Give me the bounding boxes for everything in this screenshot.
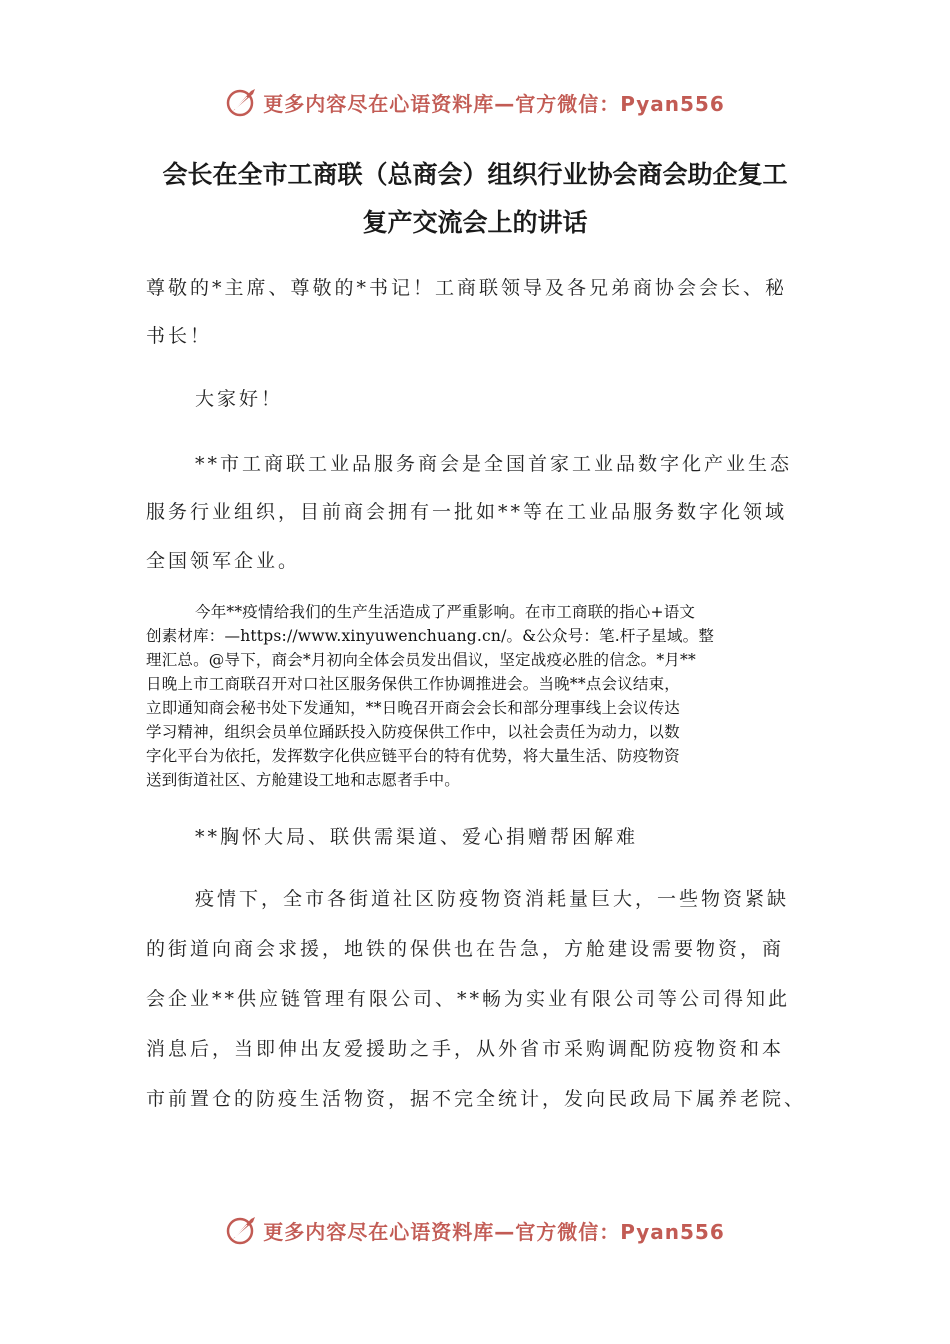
para3-line-1: 疫情下，全市各街道社区防疫物资消耗量巨大，一些物资紧缺 xyxy=(195,888,790,910)
para3-line-5: 市前置仓的防疫生活物资，据不完全统计，发向民政局下属养老院、 xyxy=(146,1088,807,1110)
para1-line-1: **市工商联工业品服务商会是全国首家工业品数字化产业生态 xyxy=(195,453,793,475)
para1-line-3: 全国领军企业。 xyxy=(146,550,301,572)
para2-line-7: 字化平台为依托，发挥数字化供应链平台的特有优势，将大量生活、防疫物资 xyxy=(146,747,680,765)
document-title-line-2: 复产交流会上的讲话 xyxy=(362,208,588,237)
document-title-line-1: 会长在全市工商联（总商会）组织行业协会商会助企复工 xyxy=(162,160,788,189)
greeting-line-2: 书长！ xyxy=(146,325,213,347)
section-heading: **胸怀大局、联供需渠道、爱心捐赠帮困解难 xyxy=(195,826,639,848)
para1-line-2: 服务行业组织，目前商会拥有一批如**等在工业品服务数字化领域 xyxy=(146,501,788,523)
para2-line-8: 送到街道社区、方舱建设工地和志愿者手中。 xyxy=(146,771,461,789)
para2-line-1: 今年**疫情给我们的生产生活造成了严重影响。在市工商联的指心+语文 xyxy=(195,603,696,621)
header-banner xyxy=(0,80,950,124)
banner-text: 更多内容尽在心语资料库—官方微信：Pyan556 xyxy=(263,91,725,116)
para3-line-3: 会企业**供应链管理有限公司、**畅为实业有限公司等公司得知此 xyxy=(146,988,791,1010)
para2-line-4: 日晚上市工商联召开对口社区服务保供工作协调推进会。当晚**点会议结束， xyxy=(146,675,681,693)
hello-line: 大家好！ xyxy=(195,388,284,410)
para2-line-6: 学习精神，组织会员单位踊跃投入防疫保供工作中，以社会责任为动力，以数 xyxy=(146,723,680,741)
quill-logo-icon xyxy=(225,1213,259,1247)
para2-line-3: 理汇总。@导下，商会*月初向全体会员发出倡议，坚定战疫必胜的信念。*月** xyxy=(146,651,696,669)
quill-logo-icon xyxy=(225,85,259,119)
greeting-line-1: 尊敬的*主席、尊敬的*书记！工商联领导及各兄弟商协会会长、秘 xyxy=(146,277,788,299)
para3-line-2: 的街道向商会求援，地铁的保供也在告急，方舱建设需要物资，商 xyxy=(146,938,785,960)
para3-line-4: 消息后，当即伸出友爱援助之手，从外省市采购调配防疫物资和本 xyxy=(146,1038,785,1060)
banner-text: 更多内容尽在心语资料库—官方微信：Pyan556 xyxy=(263,1219,725,1244)
para2-line-2: 创素材库：—https://www.xinyuwenchuang.cn/。&公众号：笔.杆子星域。整 xyxy=(146,627,715,645)
para2-line-5: 立即通知商会秘书处下发通知，**日晚召开商会会长和部分理事线上会议传达 xyxy=(146,699,681,717)
footer-banner xyxy=(0,1208,950,1252)
